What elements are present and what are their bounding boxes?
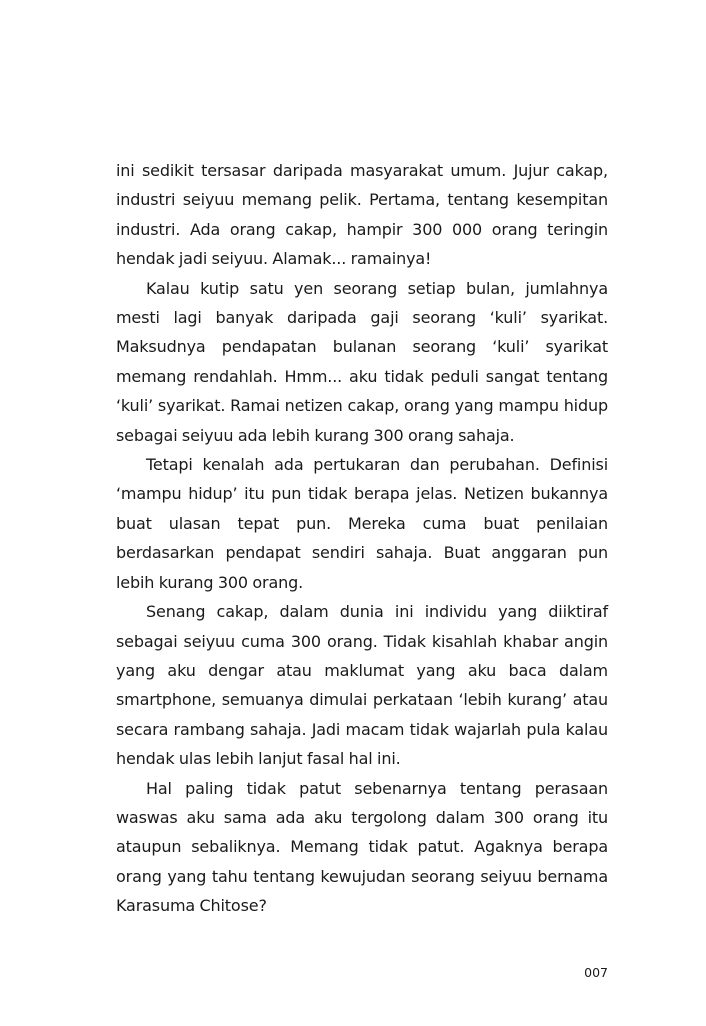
paragraph-4: Senang cakap, dalam dunia ini individu yang diiktiraf sebagai seiyuu cuma 300 orang. Tidak kisahlah khabar angin yang aku dengar atau maklumat yang aku baca dalam smartphone, semuanya dimulai perkataan ‘lebih kurang’ atau secara rambang sahaja. Jadi macam tidak wajarlah pula kalau hendak ulas lebih lanjut fasal hal ini. <box>116 602 608 769</box>
paragraph-3: Tetapi kenalah ada pertukaran dan perubahan. Definisi ‘mampu hidup’ itu pun tidak berapa jelas. Netizen bukannya buat ulasan tepat pun. Mereka cuma buat penilaian berdasarkan pendapat sendiri sahaja. Buat anggaran pun lebih kurang 300 orang. <box>116 455 608 592</box>
paragraph-1: ini sedikit tersasar daripada masyarakat umum. Jujur cakap, industri seiyuu memang pelik. Pertama, tentang kesempitan industri. Ada orang cakap, hampir 300 000 orang teringin hendak jadi seiyuu. Alamak... ramainya! <box>116 161 608 269</box>
paragraph-5: Hal paling tidak patut sebenarnya tentang perasaan waswas aku sama ada aku tergolong dalam 300 orang itu ataupun sebaliknya. Memang tidak patut. Agaknya berapa orang yang tahu tentang kewujudan seorang seiyuu bernama Karasuma Chitose? <box>116 778 608 916</box>
paragraph-2: Kalau kutip satu yen seorang setiap bulan, jumlahnya mesti lagi banyak daripada gaji seorang ‘kuli’ syarikat. Maksudnya pendapatan bulanan seorang ‘kuli’ syarikat memang rendahlah. Hmm... aku tidak peduli sangat tentang ‘kuli’ syarikat. Ramai netizen cakap, orang yang mampu hidup sebagai seiyuu ada lebih kurang 300 orang sahaja. <box>116 278 608 445</box>
page-body <box>116 156 608 921</box>
page-number: 007 <box>584 965 608 980</box>
